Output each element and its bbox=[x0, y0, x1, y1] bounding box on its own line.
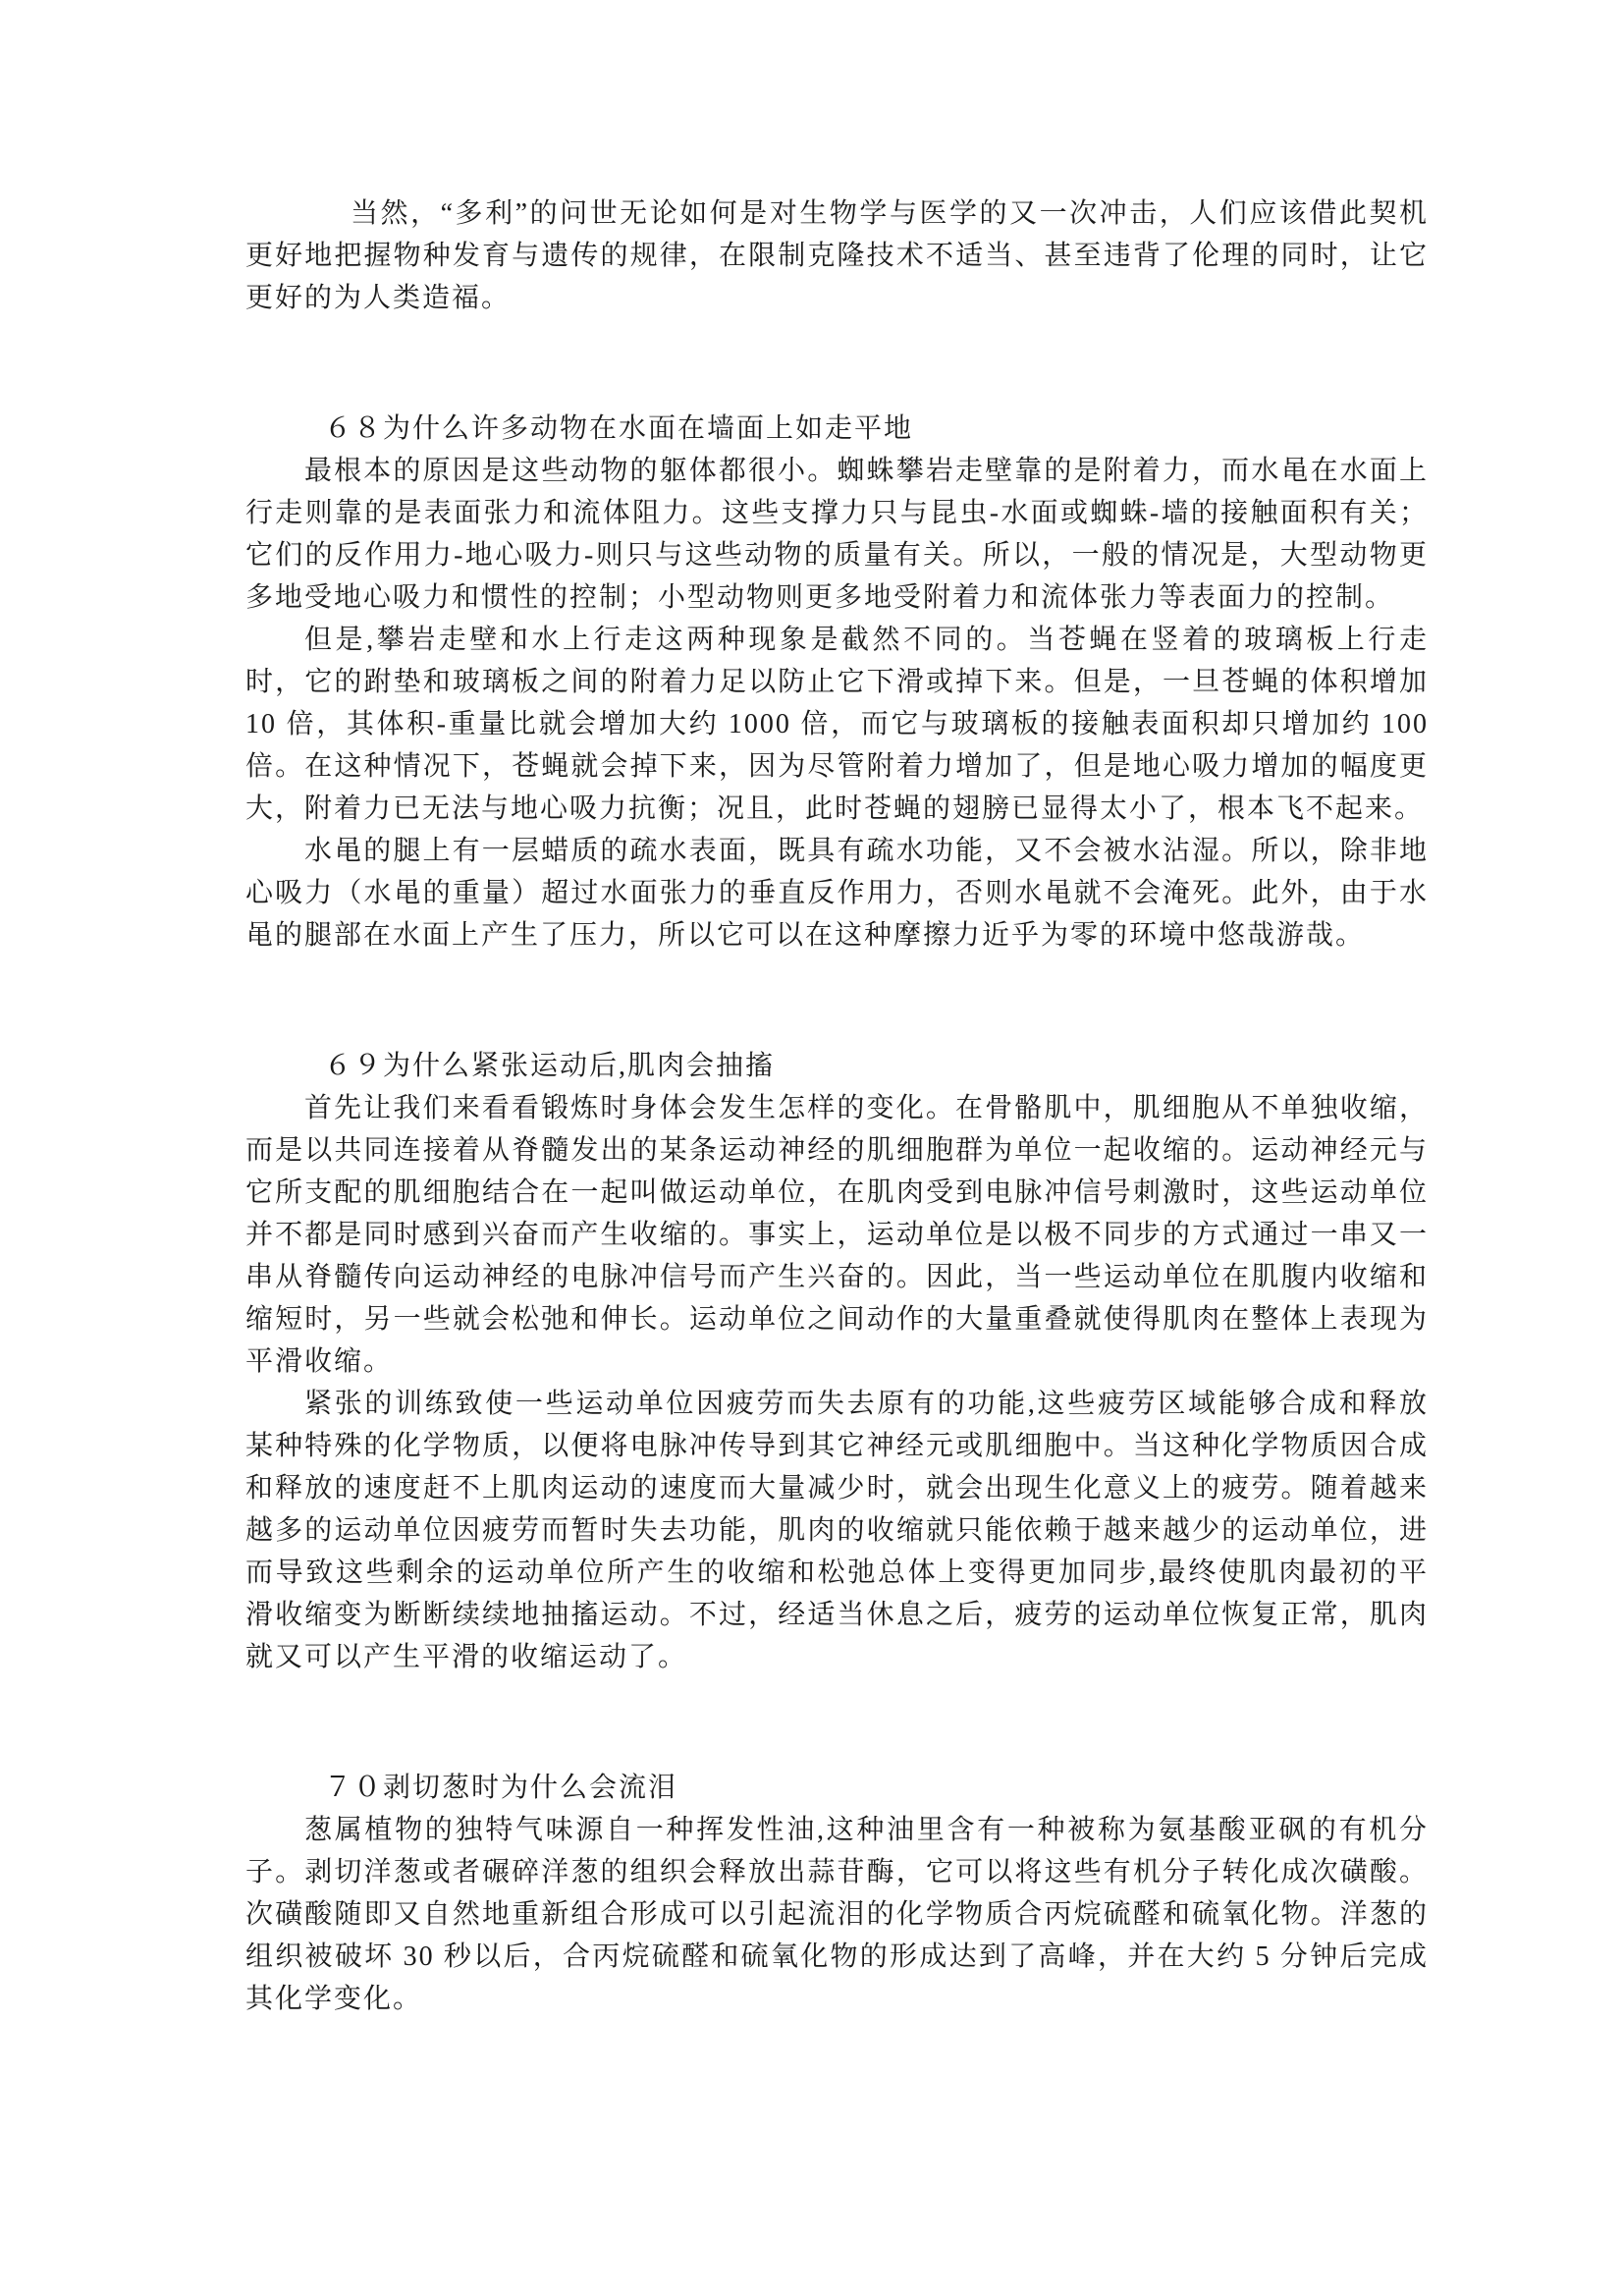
section-70-paragraph-1: 葱属植物的独特气味源自一种挥发性油,这种油里含有一种被称为氨基酸亚砜的有机分子。剥切洋葱或者碾碎洋葱的组织会释放出蒜苷酶，它可以将这些有机分子转化成次磺酸。次磺酸随即又自然地重新组合形成可以引起流泪的化学物质合丙烷硫醛和硫氧化物。洋葱的组织被破坏 30 秒以后，合丙烷硫醛和硫氧化物的形成达到了高峰，并在大约 5 分钟后完成其化学变化。 bbox=[245, 1815, 1429, 2014]
section-68-paragraph-2: 但是,攀岩走壁和水上行走这两种现象是截然不同的。当苍蝇在竖着的玻璃板上行走时，它的跗垫和玻璃板之间的附着力足以防止它下滑或掉下来。但是，一旦苍蝇的体积增加 10 倍，其体积-重量比就会增加大约 1000 倍，而它与玻璃板的接触表面积却只增加约 100 倍。在这种情况下，苍蝇就会掉下来，因为尽管附着力增加了，但是地心吸力增加的幅度更大，附着力已无法与地心吸力抗衡；况且，此时苍蝇的翅膀已显得太小了，根本飞不起来。 bbox=[245, 625, 1429, 824]
section-70-heading: ７０剥切葱时为什么会流泪 bbox=[324, 1773, 678, 1803]
section-68-paragraph-3: 水黾的腿上有一层蜡质的疏水表面，既具有疏水功能，又不会被水沾湿。所以，除非地心吸力（水黾的重量）超过水面张力的垂直反作用力，否则水黾就不会淹死。此外，由于水黾的腿部在水面上产生了压力，所以它可以在这种摩擦力近乎为零的环境中悠哉游哉。 bbox=[245, 836, 1429, 951]
section-69-heading: ６９为什么紧张运动后,肌肉会抽搐 bbox=[324, 1051, 776, 1081]
section-69-paragraph-1: 首先让我们来看看锻炼时身体会发生怎样的变化。在骨骼肌中，肌细胞从不单独收缩，而是以共同连接着从脊髓发出的某条运动神经的肌细胞群为单位一起收缩的。运动神经元与它所支配的肌细胞结合在一起叫做运动单位，在肌肉受到电脉冲信号刺激时，这些运动单位并不都是同时感到兴奋而产生收缩的。事实上，运动单位是以极不同步的方式通过一串又一串从脊髓传向运动神经的电脉冲信号而产生兴奋的。因此，当一些运动单位在肌腹内收缩和缩短时，另一些就会松弛和伸长。运动单位之间动作的大量重叠就使得肌肉在整体上表现为平滑收缩。 bbox=[245, 1093, 1429, 1377]
section-69-paragraph-2: 紧张的训练致使一些运动单位因疲劳而失去原有的功能,这些疲劳区域能够合成和释放某种特殊的化学物质，以便将电脉冲传导到其它神经元或肌细胞中。当这种化学物质因合成和释放的速度赶不上肌肉运动的速度而大量减少时，就会出现生化意义上的疲劳。随着越来越多的运动单位因疲劳而暂时失去功能，肌肉的收缩就只能依赖于越来越少的运动单位，进而导致这些剩余的运动单位所产生的收缩和松弛总体上变得更加同步,最终使肌肉最初的平滑收缩变为断断续续地抽搐运动。不过，经适当休息之后，疲劳的运动单位恢复正常，肌肉就又可以产生平滑的收缩运动了。 bbox=[245, 1389, 1429, 1672]
section-68-heading: ６８为什么许多动物在水面在墙面上如走平地 bbox=[324, 413, 914, 444]
section-68-paragraph-1: 最根本的原因是这些动物的躯体都很小。蜘蛛攀岩走壁靠的是附着力，而水黾在水面上行走则靠的是表面张力和流体阻力。这些支撑力只与昆虫-水面或蜘蛛-墙的接触面积有关；它们的反作用力-地心吸力-则只与这些动物的质量有关。所以，一般的情况是，大型动物更多地受地心吸力和惯性的控制；小型动物则更多地受附着力和流体张力等表面力的控制。 bbox=[245, 456, 1429, 613]
intro-paragraph: 当然，“多利”的问世无论如何是对生物学与医学的又一次冲击，人们应该借此契机更好地把握物种发育与遗传的规律，在限制克隆技术不适当、甚至违背了伦理的同时，让它更好的为人类造福。 bbox=[245, 198, 1429, 313]
